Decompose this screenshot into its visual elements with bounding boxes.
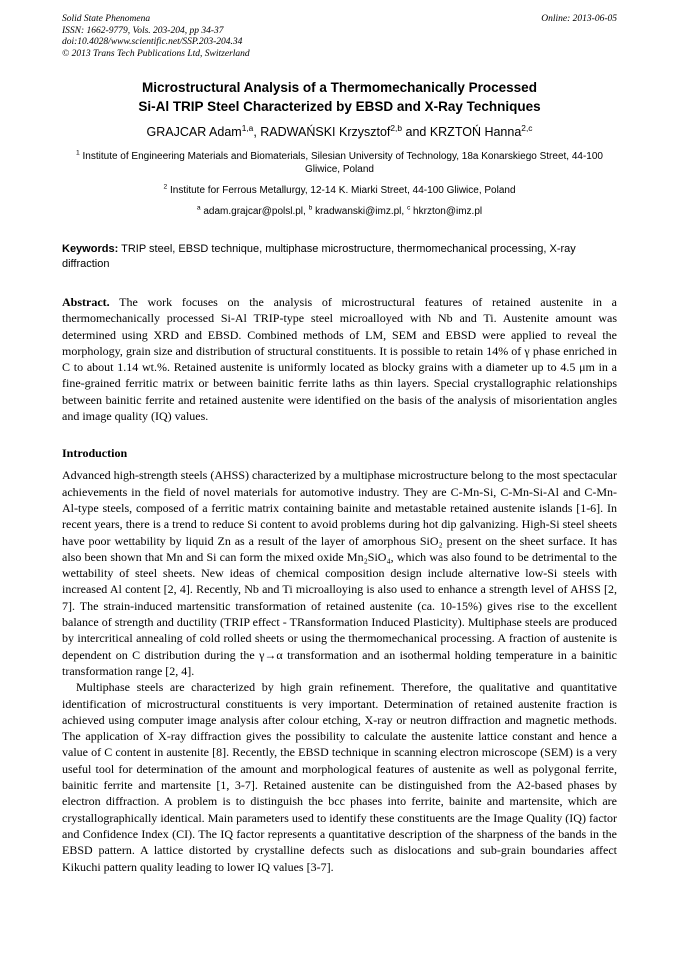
author-1-superscript: 1,a [241,122,254,133]
affiliation-1-text: Institute of Engineering Materials and Biomaterials, Silesian University of Technology, 18a Konarskiego Street, 44-100 Gliwice, Poland [79,151,603,175]
abstract-text: The work focuses on the analysis of microstructural features of retained austenite in a thermomechanically processed Si-Al TRIP-type steel microalloyed with Nb and Ti. Austenite amount was determined using XRD and EBSD. Combined methods of LM, SEM and EBSD were applied to reveal the morphology, grain size and distribution of structural constituents. It is possible to retain 14% of γ phase enriched in C to about 1.14 wt.%. Retained austenite is uniformly located as blocky grains with a diameter up to 4.5 μm in a fine-grained ferritic matrix or between bainitic ferrite laths as thin layers. Special crystallographic relationships between bainitic ferrite and retained austenite were identified on the basis of the analysis of misorientation angles and image quality (IQ) values. [62,295,617,424]
paper-title-line-2: Si-Al TRIP Steel Characterized by EBSD and X-Ray Techniques [138,99,541,114]
email-1-address: adam.grajcar@polsl.pl, [200,206,309,217]
journal-info [62,14,250,60]
author-2 [253,122,403,139]
email-2-address: kradwanski@imz.pl, [312,206,407,217]
author-2-name: , RADWAŃSKI Krzysztof [253,125,391,139]
introduction-paragraph-2: Multiphase steels are characterized by high grain refinement. Therefore, the qualitative and quantitative identification of microstructural constituents is very important. Determination of retained austenite fraction is achieved using computer image analysis after colour etching, X-ray or neutron diffraction and magnetic methods. The application of X-ray diffraction gives the possibility to calculate the austenite lattice constant and hence a value of C content in austenite [8]. Recently, the EBSD technique in scanning electron microscope (SEM) is a very useful tool for determination of the amount and morphological features of austenite as well as polygonal ferrite, bainitic ferrite and martensite [1, 3-7]. Retained austenite can be distinguished from the A2-based phases by electron diffraction. A problem is to distinguish the bcc phases into ferrite, bainite and martensite, which are crystallographically identical. Main parameters used to identify these constituents are the Image Quality (IQ) factor and Confidence Index (CI). The IQ factor represents a quantitative description of the sharpness of the bands in the EBSD pattern. A lattice distorted by crystalline defects such as dislocations and sub-grain boundaries affect Kikuchi pattern quality leading to lower IQ values [3-7]. [62,680,617,874]
email-3 [407,206,482,217]
email-3-superscript: c [406,204,411,212]
email-3-address: hkrzton@imz.pl [410,206,483,217]
author-3-superscript: 2,c [521,122,533,133]
affiliation-2-superscript: 2 [163,183,168,191]
issn-line: ISSN: 1662-9779, Vols. 203-204, pp 34-37 [62,25,224,36]
publication-header [62,14,617,60]
keywords-text: TRIP steel, EBSD technique, multiphase microstructure, thermomechanical processing, X-ray diffraction [62,243,576,270]
abstract-label: Abstract. [62,295,110,309]
author-1-name: GRAJCAR Adam [146,125,242,139]
keywords-label: Keywords: [62,243,119,255]
email-2-superscript: b [308,204,313,212]
email-2 [309,206,407,217]
paper-title [62,78,617,116]
authors-line [62,124,617,141]
journal-name: Solid State Phenomena [62,14,151,24]
affiliation-1 [62,150,617,176]
online-date: Online: 2013-06-05 [541,14,617,24]
paper-title-line-1: Microstructural Analysis of a Thermomechanically Processed [142,80,537,95]
affiliation-1-superscript: 1 [76,149,80,157]
copyright-line: © 2013 Trans Tech Publications Ltd, Switzerland [62,48,250,59]
doi-line: doi:10.4028/www.scientific.net/SSP.203-204.34 [62,37,243,47]
section-heading-introduction: Introduction [62,446,128,461]
email-1-superscript: a [196,204,201,212]
affiliation-2-text: Institute for Ferrous Metallurgy, 12-14 K. Miarki Street, 44-100 Gliwice, Poland [167,185,516,196]
author-1 [146,122,254,139]
author-3 [402,122,533,139]
author-2-superscript: 2,b [390,122,403,133]
introduction-paragraph-1: Advanced high-strength steels (AHSS) characterized by a multiphase microstructure belong to the most spectacular achievements in the field of novel materials for automotive industry. They are C-Mn-Si, C-Mn-Si-Al and C-Mn-Al-type steels, composed of a ferritic matrix containing bainite and metastable retained austenite islands [1-6]. In recent years, there is a trend to reduce Si content to avoid problems during hot dip galvanizing. High-Si steel sheets have poor wettability by liquid Zn as a result of the layer of amorphous SiO₂ present on the sheet surface. It has also been shown that Mn and Si can form the mixed oxide Mn₂SiO₄, which was also found to be detrimental to the wettability of steel sheets. New ideas of chemical composition design include alternative low-Si steels with increased Al content [2, 4]. Recently, Nb and Ti microalloying is also used to enhance a strength level of AHSS [2, 7]. The strain-induced martensitic transformation of retained austenite (ca. 10-15%) gives rise to the excellent balance of strength and ductility (TRIP effect - TRansformation Induced Plasticity). Multiphase steels are produced by intercritical annealing of cold rolled sheets or using the thermomechanical processing. A fraction of austenite is dependent on C distribution during the γ→α transformation and an isothermal holding temperature in a bainitic transformation range [2, 4]. [62,468,617,678]
author-emails [62,205,617,218]
email-1 [197,206,309,217]
affiliation-2 [62,184,617,197]
keywords-block [62,242,617,271]
author-3-name: and KRZTOŃ Hanna [402,125,522,139]
abstract-block [62,294,617,424]
